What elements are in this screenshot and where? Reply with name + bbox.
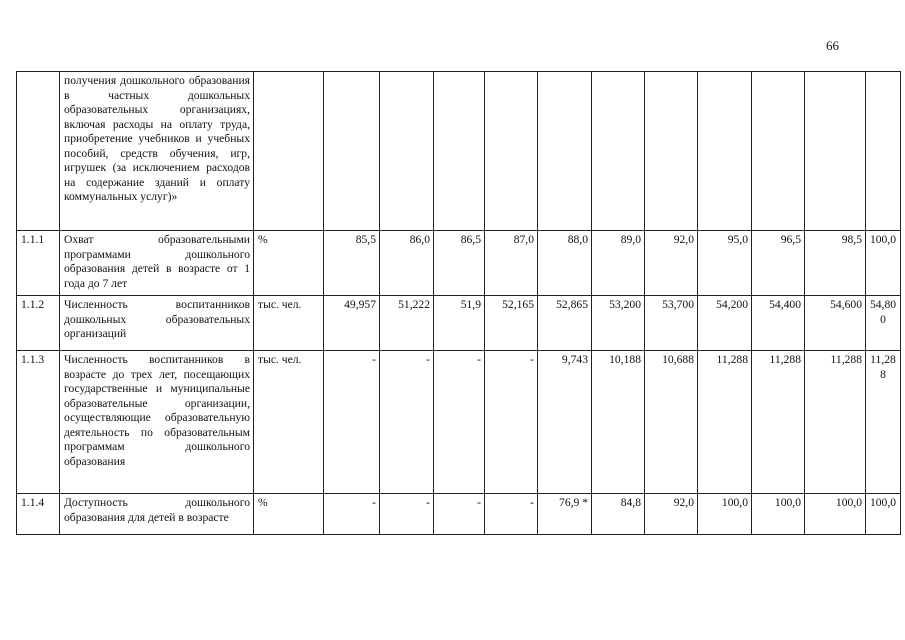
value-cell: 49,957 — [324, 296, 380, 351]
value-cell — [485, 72, 538, 231]
value-cell: 53,700 — [645, 296, 698, 351]
value-cell — [866, 72, 901, 231]
row-code — [17, 72, 60, 231]
value-cell: 54,200 — [698, 296, 752, 351]
value-cell: 98,5 — [805, 231, 866, 296]
row-code: 1.1.2 — [17, 296, 60, 351]
value-cell: - — [434, 494, 485, 535]
value-cell: - — [485, 351, 538, 494]
value-cell: 100,0 — [805, 494, 866, 535]
value-cell: 51,222 — [380, 296, 434, 351]
table-row — [17, 72, 901, 231]
value-cell: - — [485, 494, 538, 535]
value-cell: - — [380, 494, 434, 535]
row-unit: % — [254, 231, 324, 296]
value-cell: 96,5 — [752, 231, 805, 296]
value-cell: 100,0 — [698, 494, 752, 535]
table-row — [17, 296, 901, 351]
row-unit: тыс. чел. — [254, 351, 324, 494]
value-cell: 52,865 — [538, 296, 592, 351]
value-cell: 10,688 — [645, 351, 698, 494]
value-cell: 84,8 — [592, 494, 645, 535]
value-cell: 51,9 — [434, 296, 485, 351]
value-cell — [434, 72, 485, 231]
page-number: 66 — [826, 38, 839, 53]
value-cell: 54,400 — [752, 296, 805, 351]
row-code: 1.1.1 — [17, 231, 60, 296]
value-cell: 11,288 — [866, 351, 901, 494]
value-cell — [538, 72, 592, 231]
value-cell — [805, 72, 866, 231]
row-name: Численность воспитанников дошкольных образовательных организаций — [60, 296, 254, 351]
value-cell: 53,200 — [592, 296, 645, 351]
value-cell: - — [434, 351, 485, 494]
value-cell: 92,0 — [645, 494, 698, 535]
value-cell: 9,743 — [538, 351, 592, 494]
row-name: получения дошкольного образования в частных дошкольных образовательных организациях, включая расходы на оплату труда, приобретение учебников и учебных пособий, средств обучения, игр, игрушек (за исключением расходов на содержание зданий и оплату коммунальных услуг)» — [60, 72, 254, 231]
row-name: Охват образовательными программами дошкольного образования детей в возрасте от 1 года до 7 лет — [60, 231, 254, 296]
table-row — [17, 351, 901, 494]
row-name: Доступность дошкольного образования для детей в возрасте — [60, 494, 254, 535]
row-unit — [254, 72, 324, 231]
value-cell — [698, 72, 752, 231]
value-cell: 86,5 — [434, 231, 485, 296]
table-row — [17, 494, 901, 535]
value-cell — [380, 72, 434, 231]
indicators-table — [16, 71, 901, 535]
value-cell: 92,0 — [645, 231, 698, 296]
row-unit: % — [254, 494, 324, 535]
value-cell: 11,288 — [752, 351, 805, 494]
value-cell: 100,0 — [866, 494, 901, 535]
value-cell: 95,0 — [698, 231, 752, 296]
value-cell: 10,188 — [592, 351, 645, 494]
value-cell: 85,5 — [324, 231, 380, 296]
row-code: 1.1.4 — [17, 494, 60, 535]
value-cell: - — [380, 351, 434, 494]
value-cell: - — [324, 494, 380, 535]
value-cell: 52,165 — [485, 296, 538, 351]
value-cell — [645, 72, 698, 231]
value-cell: 88,0 — [538, 231, 592, 296]
table-row — [17, 231, 901, 296]
row-unit: тыс. чел. — [254, 296, 324, 351]
value-cell: 100,0 — [752, 494, 805, 535]
value-cell: 11,288 — [698, 351, 752, 494]
value-cell — [592, 72, 645, 231]
value-cell: 87,0 — [485, 231, 538, 296]
value-cell: 11,288 — [805, 351, 866, 494]
value-cell: 54,800 — [866, 296, 901, 351]
value-cell: 86,0 — [380, 231, 434, 296]
value-cell — [752, 72, 805, 231]
row-code: 1.1.3 — [17, 351, 60, 494]
value-cell: 54,600 — [805, 296, 866, 351]
value-cell: - — [324, 351, 380, 494]
value-cell: 100,0 — [866, 231, 901, 296]
value-cell: 89,0 — [592, 231, 645, 296]
value-cell — [324, 72, 380, 231]
row-name: Численность воспитанников в возрасте до трех лет, посещающих государственные и муниципальные образовательные организации, осуществляющие образовательную деятельность по образовательным программам дошкольного образования — [60, 351, 254, 494]
value-cell: 76,9 * — [538, 494, 592, 535]
